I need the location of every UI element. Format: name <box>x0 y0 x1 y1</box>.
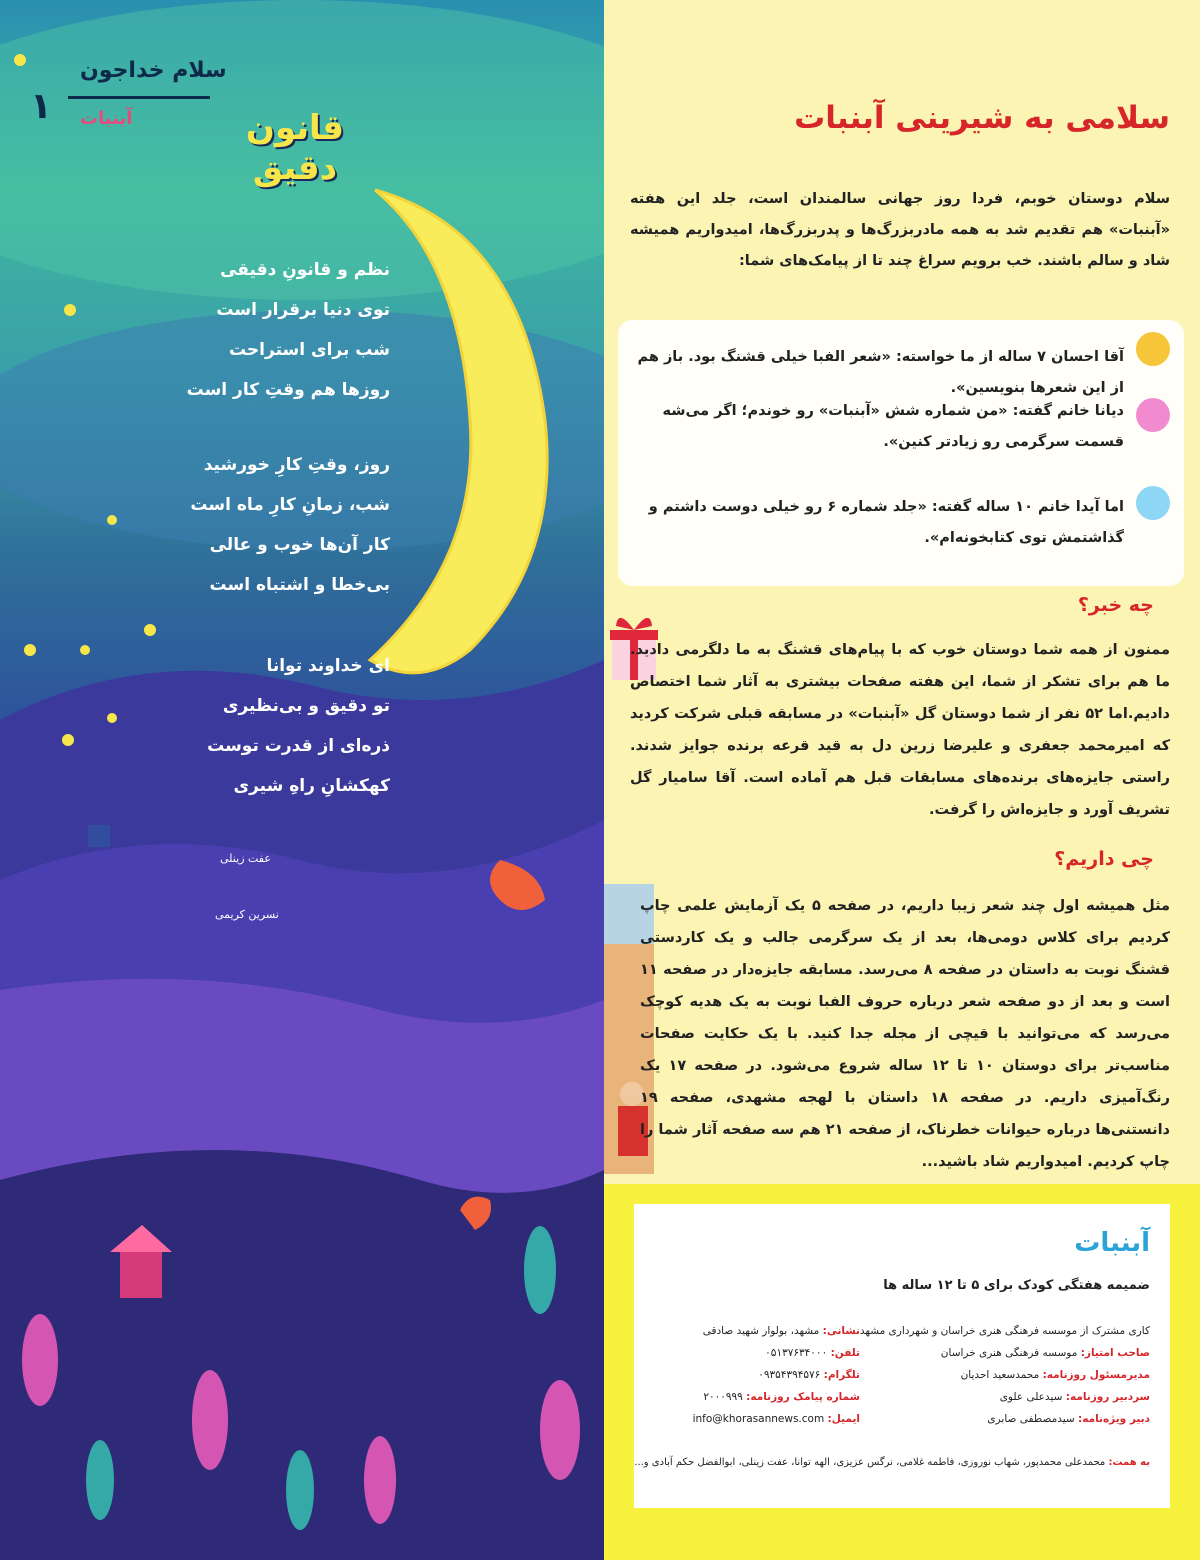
credit-line: سردبیر روزنامه: سیدعلی علوی <box>999 1391 1150 1403</box>
contact-line: نشانی: مشهد، بولوار شهید صادقی <box>702 1325 860 1337</box>
poet-credit: عفت زینلی <box>220 852 271 865</box>
contacts-column <box>693 1320 860 1430</box>
news-heading: چه خبر؟ <box>1077 594 1154 616</box>
poem-line: کهکشانِ راهِ شیری <box>233 776 390 796</box>
lollipop-blue-icon <box>1136 486 1170 520</box>
contents-heading: چی داریم؟ <box>1054 848 1154 870</box>
credit-line: مدیرمسئول روزنامه: محمدسعید احدیان <box>960 1369 1150 1381</box>
credit-line: دبیر ویژه‌نامه: سیدمصطفی صابری <box>987 1413 1150 1425</box>
poem-title: قانون دقیق <box>245 108 345 188</box>
contact-line: تلگرام: ۰۹۳۵۴۳۹۴۵۷۶ <box>758 1369 860 1381</box>
masthead-card <box>634 1204 1170 1508</box>
reader-message: آقا احسان ۷ ساله از ما خواسته: «شعر الفبا خیلی قشنگ بود. باز هم از این شعرها بنویسین». <box>637 349 1124 396</box>
poem-stanza-2 <box>90 445 390 605</box>
poem-line: روزها هم وقتِ کار است <box>186 380 390 400</box>
small-house <box>120 1250 162 1298</box>
reader-messages-box <box>618 320 1184 586</box>
poem-line: شب، زمانِ کارِ ماه است <box>190 495 390 515</box>
star <box>24 644 36 656</box>
poem-stanza-3 <box>100 646 390 806</box>
contact-line: شماره پیامک روزنامه: ۲۰۰۰۹۹۹ <box>703 1391 860 1403</box>
editorial-intro: سلام دوستان خوبم، فردا روز جهانی سالمندان است، جلد این هفته «آبنبات» هم تقدیم شد به همه مادربزرگ‌ها و پدربزرگ‌ها، امیدواریم همیشه شاد و سالم باشند. خب برویم سراغ چند تا از پیامک‌های شما: <box>630 191 1170 269</box>
star <box>14 54 26 66</box>
poem-stanza-1 <box>150 250 390 410</box>
poem-line: ذره‌ای از قدرت توست <box>207 736 390 756</box>
star <box>144 624 156 636</box>
credit-line: صاحب امتیاز: موسسه فرهنگی هنری خراسان <box>940 1347 1150 1359</box>
page-number: ۱ <box>30 86 52 127</box>
illustrator-credit: نسرین کریمی <box>215 908 279 921</box>
poem-line: شب برای استراحت <box>228 340 390 360</box>
email-link[interactable]: info@khorasannews.com <box>692 1413 825 1425</box>
reader-message: دیانا خانم گفته: «من شماره شش «آبنبات» رو خوندم؛ اگر می‌شه قسمت سرگرمی رو زیادتر کنین». <box>662 403 1124 450</box>
star <box>64 304 76 316</box>
hill-house <box>88 825 110 847</box>
poem-line: بی‌خطا و اشتباه است <box>209 575 390 595</box>
poem-line: نظم و قانونِ دقیقی <box>220 260 390 280</box>
credits-column <box>860 1320 1150 1430</box>
poem-line: توی دنیا برقرار است <box>216 300 390 320</box>
poem-line: ای خداوند توانا <box>266 656 390 676</box>
masthead-subtitle: ضمیمه هفتگی کودک برای ۵ تا ۱۲ ساله ها <box>883 1278 1150 1293</box>
editorial-title: سلامی به شیرینی آبنبات <box>794 100 1170 136</box>
right-page <box>604 0 1200 1560</box>
magazine-logo: آبنبات <box>80 108 133 129</box>
poem-line: کار آن‌ها خوب و عالی <box>209 535 390 555</box>
contents-body: مثل همیشه اول چند شعر زیبا داریم، در صفحه ۵ یک آزمایش علمی چاپ کردیم برای کلاس دومی‌ها، بعد از یک سرگرمی جالب و یک کاردستی قشنگ نوبت به داستان در صفحه ۸ می‌رسد. مسابقه جایزه‌دار در صفحه ۱۱ است و بعد از دو صفحه شعر درباره حروف الفبا نوبت به یک هدیه کوچک می‌رسد که می‌توانید با قیچی از مجله جدا کنید. با یک حکایت صفحات مناسب‌تر برای دوستان ۱۰ تا ۱۲ ساله شروع می‌شود. در صفحه ۱۷ یک رنگ‌آمیزی داریم. در صفحه ۱۸ داستان با لهجه مشهدی، صفحه ۱۹ دانستنی‌ها درباره حیوانات خطرناک، از صفحه ۲۱ هم سه صفحه آثار شما را چاپ کردیم. امیدواریم شاد باشید... <box>640 898 1171 1170</box>
poem-line: تو دقیق و بی‌نظیری <box>222 696 390 716</box>
section-title: سلام خداجون <box>80 58 227 83</box>
lollipop-yellow-icon <box>1136 332 1170 366</box>
credit-line: کاری مشترک از موسسه فرهنگی هنری خراسان و شهرداری مشهد <box>859 1325 1150 1337</box>
contact-line: تلفن: ۰۵۱۳۷۶۳۴۰۰۰ <box>765 1347 860 1359</box>
reader-message: اما آیدا خانم ۱۰ ساله گفته: «جلد شماره ۶ رو خیلی دوست داشتم و گذاشتمش توی کتابخونه‌ام». <box>648 499 1124 546</box>
masthead-logo: آبنبات <box>1074 1228 1150 1258</box>
contact-line: ایمیل: info@khorasannews.com <box>692 1413 860 1425</box>
title-underline <box>68 96 210 99</box>
team-credits: به همت: محمدعلی محمدپور، شهاب نوروزی، فاطمه غلامی، نرگس عزیزی، الهه توانا، عفت زینلی، ابوالفضل حکم آبادی و... <box>634 1457 1150 1468</box>
news-body: ممنون از همه شما دوستان خوب که با پیام‌های قشنگ به ما دلگرمی دادید. ما هم برای تشکر از شما، این هفته صفحات بیشتری به آثار شما اختصاص دادیم.اما ۵۲ نفر از شما دوستان گل «آبنبات» در مسابقه قبلی شرکت کردید که امیرمحمد جعفری و علیرضا زرین دل به قید قرعه برنده جوایز شدند. راستی جایزه‌های برنده‌های مسابقات قبل هم آماده است. آقا سامیار گل تشریف آورد و جایزه‌اش را گرفت. <box>630 642 1171 818</box>
star <box>80 645 90 655</box>
lollipop-pink-icon <box>1136 398 1170 432</box>
star <box>62 734 74 746</box>
poem-line: روز، وقتِ کارِ خورشید <box>203 455 390 475</box>
